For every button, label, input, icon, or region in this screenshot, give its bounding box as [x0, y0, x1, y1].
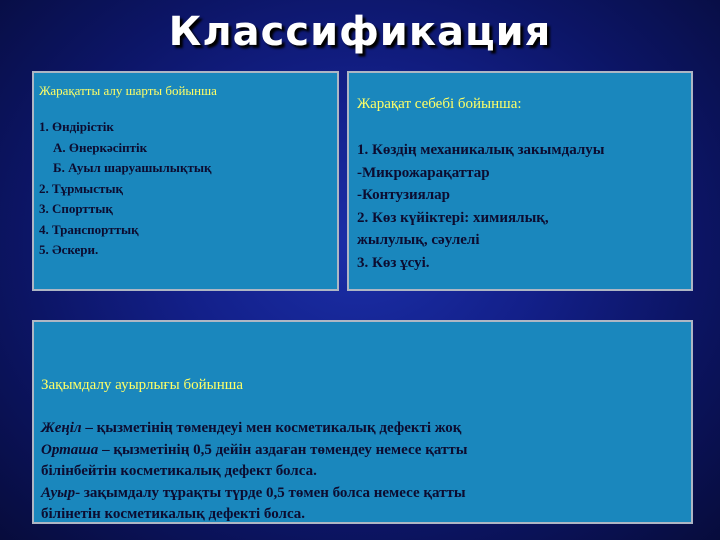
list-item: -Микрожарақаттар: [357, 164, 490, 181]
severity-severe-line: [41, 483, 691, 505]
severity-medium-term: Орташа: [41, 441, 99, 458]
severity-medium-text: – қызметінің 0,5 дейін аздаған төмендеу немесе қатты: [98, 441, 468, 458]
cause-classification-box: [347, 71, 693, 291]
list-item: 2. Көз күйіктері: химиялық,: [357, 209, 549, 226]
cause-heading: Жарақат себебі бойынша:: [357, 96, 522, 112]
list-item: 3. Көз ұсуі.: [357, 254, 430, 271]
severity-medium-line: [41, 440, 691, 462]
list-item: 4. Транспорттық: [39, 221, 139, 237]
severity-light-text: – қызметінің төмендеуі мен косметикалық дефекті жоқ: [81, 420, 462, 436]
severity-light-term: Жеңіл: [41, 420, 82, 436]
list-item: 5. Әскери.: [39, 242, 99, 257]
severity-heading: Зақымдалу ауырлығы бойынша: [41, 377, 243, 393]
severity-medium-line-2: білінбейтін косметикалық дефект болса.: [41, 463, 317, 479]
slide-title: Классификация: [168, 9, 552, 55]
list-item: А. Өнеркәсіптік: [53, 139, 148, 155]
list-item: 3. Спорттық: [39, 201, 113, 216]
severity-severe-line-2: білінетін косметикалық дефекті болса.: [41, 506, 306, 522]
spacer: [357, 115, 691, 139]
severity-severe-text: - зақымдалу тұрақты түрде 0,5 төмен болса немесе қатты: [75, 484, 466, 501]
spacer: [39, 101, 337, 117]
list-item: -Контузиялар: [357, 187, 450, 203]
list-item: 1. Көздің механикалық закымдалуы: [357, 142, 605, 158]
list-item: Б. Ауыл шаруашылықтық: [53, 160, 212, 175]
severity-classification-box: [32, 320, 693, 524]
severity-severe-term: Ауыр: [41, 484, 76, 501]
list-item: 1. Өндірістік: [39, 119, 114, 134]
condition-heading: Жарақатты алу шарты бойынша: [39, 83, 217, 98]
list-item: 2. Тұрмыстық: [39, 180, 124, 196]
spacer: [41, 396, 691, 418]
list-item: жылулық, сәулелі: [357, 232, 480, 248]
severity-light-line: [41, 418, 691, 440]
condition-classification-box: [32, 71, 339, 291]
